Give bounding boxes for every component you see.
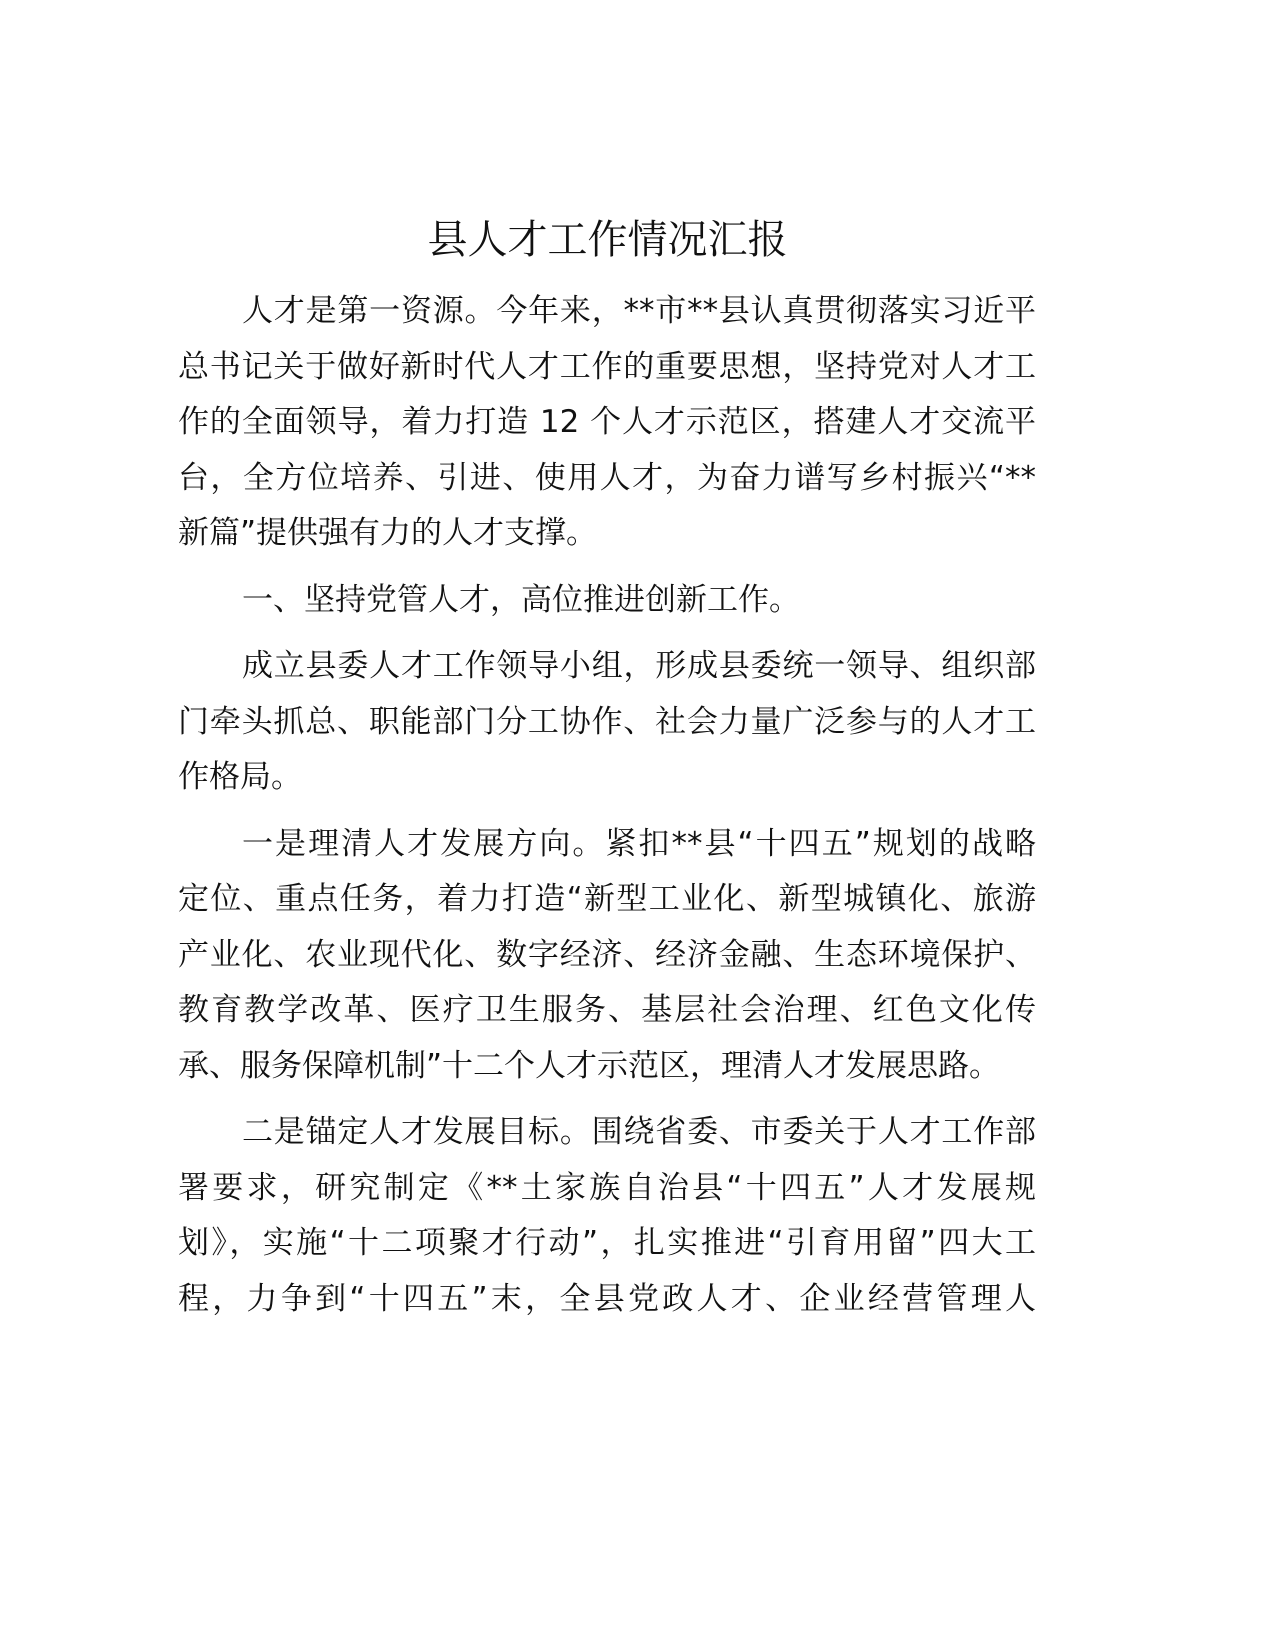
paragraph-line: 总书记关于做好新时代人才工作的重要思想，坚持党对人才工 [178, 348, 1036, 385]
paragraph-line: 台，全方位培养、引进、使用人才，为奋力谱写乡村振兴“** [178, 459, 1036, 496]
paragraph-line: 教育教学改革、医疗卫生服务、基层社会治理、红色文化传 [178, 992, 1036, 1028]
document-body [178, 284, 1036, 1338]
paragraph-line: 新篇”提供强有力的人才支撑。 [178, 515, 598, 551]
paragraph-line: 划》，实施“十二项聚才行动”，扎实推进“引育用留”四大工 [178, 1225, 1036, 1261]
paragraph-line: 一是理清人才发展方向。紧扣**县“十四五”规划的战略 [242, 825, 1036, 862]
paragraph-line: 定位、重点任务，着力打造“新型工业化、新型城镇化、旅游 [178, 881, 1036, 917]
paragraph [178, 639, 1036, 806]
paragraph-line: 人才是第一资源。今年来，**市**县认真贯彻落实习近平 [242, 293, 1036, 329]
paragraph-line: 成立县委人才工作领导小组，形成县委统一领导、组织部 [242, 648, 1036, 684]
paragraph [178, 1105, 1036, 1327]
paragraph-line: 二是锚定人才发展目标。围绕省委、市委关于人才工作部 [242, 1114, 1036, 1150]
paragraph [178, 284, 1036, 562]
document-title: 县人才工作情况汇报 [427, 217, 788, 263]
paragraph-line: 作的全面领导，着力打造 12 个人才示范区，搭建人才交流平 [178, 404, 1036, 440]
paragraph [178, 573, 1036, 629]
paragraph-line: 承、服务保障机制”十二个人才示范区，理清人才发展思路。 [178, 1047, 1001, 1084]
paragraph-line: 署要求，研究制定《**土家族自治县“十四五”人才发展规 [178, 1169, 1036, 1206]
paragraph [178, 817, 1036, 1095]
paragraph-line: 作格局。 [178, 759, 302, 795]
paragraph-line: 产业化、农业现代化、数字经济、经济金融、生态环境保护、 [178, 936, 1036, 973]
paragraph-line: 一、坚持党管人才，高位推进创新工作。 [242, 581, 800, 618]
paragraph-line: 门牵头抓总、职能部门分工协作、社会力量广泛参与的人才工 [178, 703, 1036, 740]
paragraph-line: 程，力争到“十四五”末，全县党政人才、企业经营管理人 [178, 1280, 1036, 1317]
